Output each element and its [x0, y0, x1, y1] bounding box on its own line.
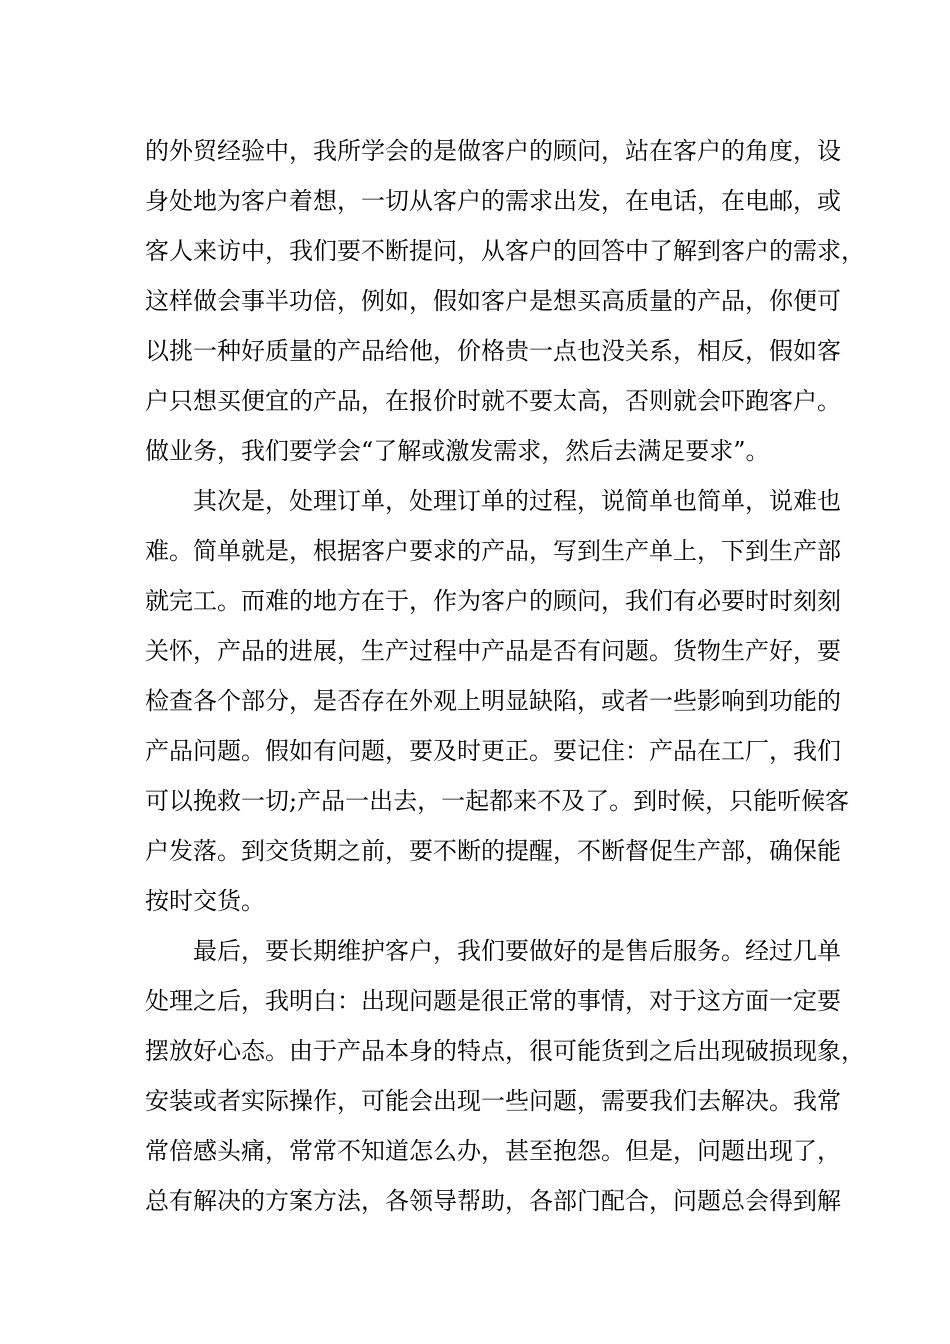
text-line: 身处地为客户着想，一切从客户的需求出发，在电话，在电邮，或: [145, 187, 841, 215]
text-line: 做业务，我们要学会“了解或激发需求，然后去满足要求”。: [145, 437, 770, 465]
text-line: 难。简单就是，根据客户要求的产品，写到生产单上，下到生产部: [145, 537, 841, 565]
text-line: 以挑一种好质量的产品给他，价格贵一点也没关系，相反，假如客: [145, 337, 841, 365]
text-line: 按时交货。: [145, 887, 265, 915]
text-line: 检查各个部分，是否存在外观上明显缺陷，或者一些影响到功能的: [145, 687, 841, 715]
text-line: 户只想买便宜的产品，在报价时就不要太高，否则就会吓跑客户。: [145, 387, 841, 415]
text-line: 关怀，产品的进展，生产过程中产品是否有问题。货物生产好，要: [145, 637, 841, 665]
text-line: 的外贸经验中，我所学会的是做客户的顾问，站在客户的角度，设: [145, 137, 841, 165]
paragraph-3: [145, 926, 865, 1226]
text-line: 客人来访中，我们要不断提问，从客户的回答中了解到客户的需求，: [145, 237, 865, 265]
text-line: 摆放好心态。由于产品本身的特点，很可能货到之后出现破损现象，: [145, 1037, 865, 1065]
text-line: 产品问题。假如有问题，要及时更正。要记住：产品在工厂，我们: [145, 737, 841, 765]
text-line: 常倍感头痛，常常不知道怎么办，甚至抱怨。但是，问题出现了，: [145, 1137, 841, 1165]
text-line: 安装或者实际操作，可能会出现一些问题，需要我们去解决。我常: [145, 1087, 841, 1115]
text-line: 最后，要长期维护客户，我们要做好的是售后服务。经过几单: [193, 937, 841, 965]
paragraph-1: [145, 126, 865, 476]
paragraph-2: [145, 476, 850, 926]
text-line: 户发落。到交货期之前，要不断的提醒，不断督促生产部，确保能: [145, 837, 841, 865]
text-line: 这样做会事半功倍，例如，假如客户是想买高质量的产品，你便可: [145, 287, 841, 315]
document-body: [145, 126, 865, 1226]
text-line: 其次是，处理订单，处理订单的过程，说简单也简单，说难也: [193, 487, 841, 515]
text-line: 就完工。而难的地方在于，作为客户的顾问，我们有必要时时刻刻: [145, 587, 841, 615]
text-line: 总有解决的方案方法，各领导帮助，各部门配合，问题总会得到解: [145, 1187, 841, 1215]
text-line: 处理之后，我明白：出现问题是很正常的事情，对于这方面一定要: [145, 987, 841, 1015]
text-line: 可以挽救一切;产品一出去，一起都来不及了。到时候，只能听候客: [145, 787, 850, 815]
